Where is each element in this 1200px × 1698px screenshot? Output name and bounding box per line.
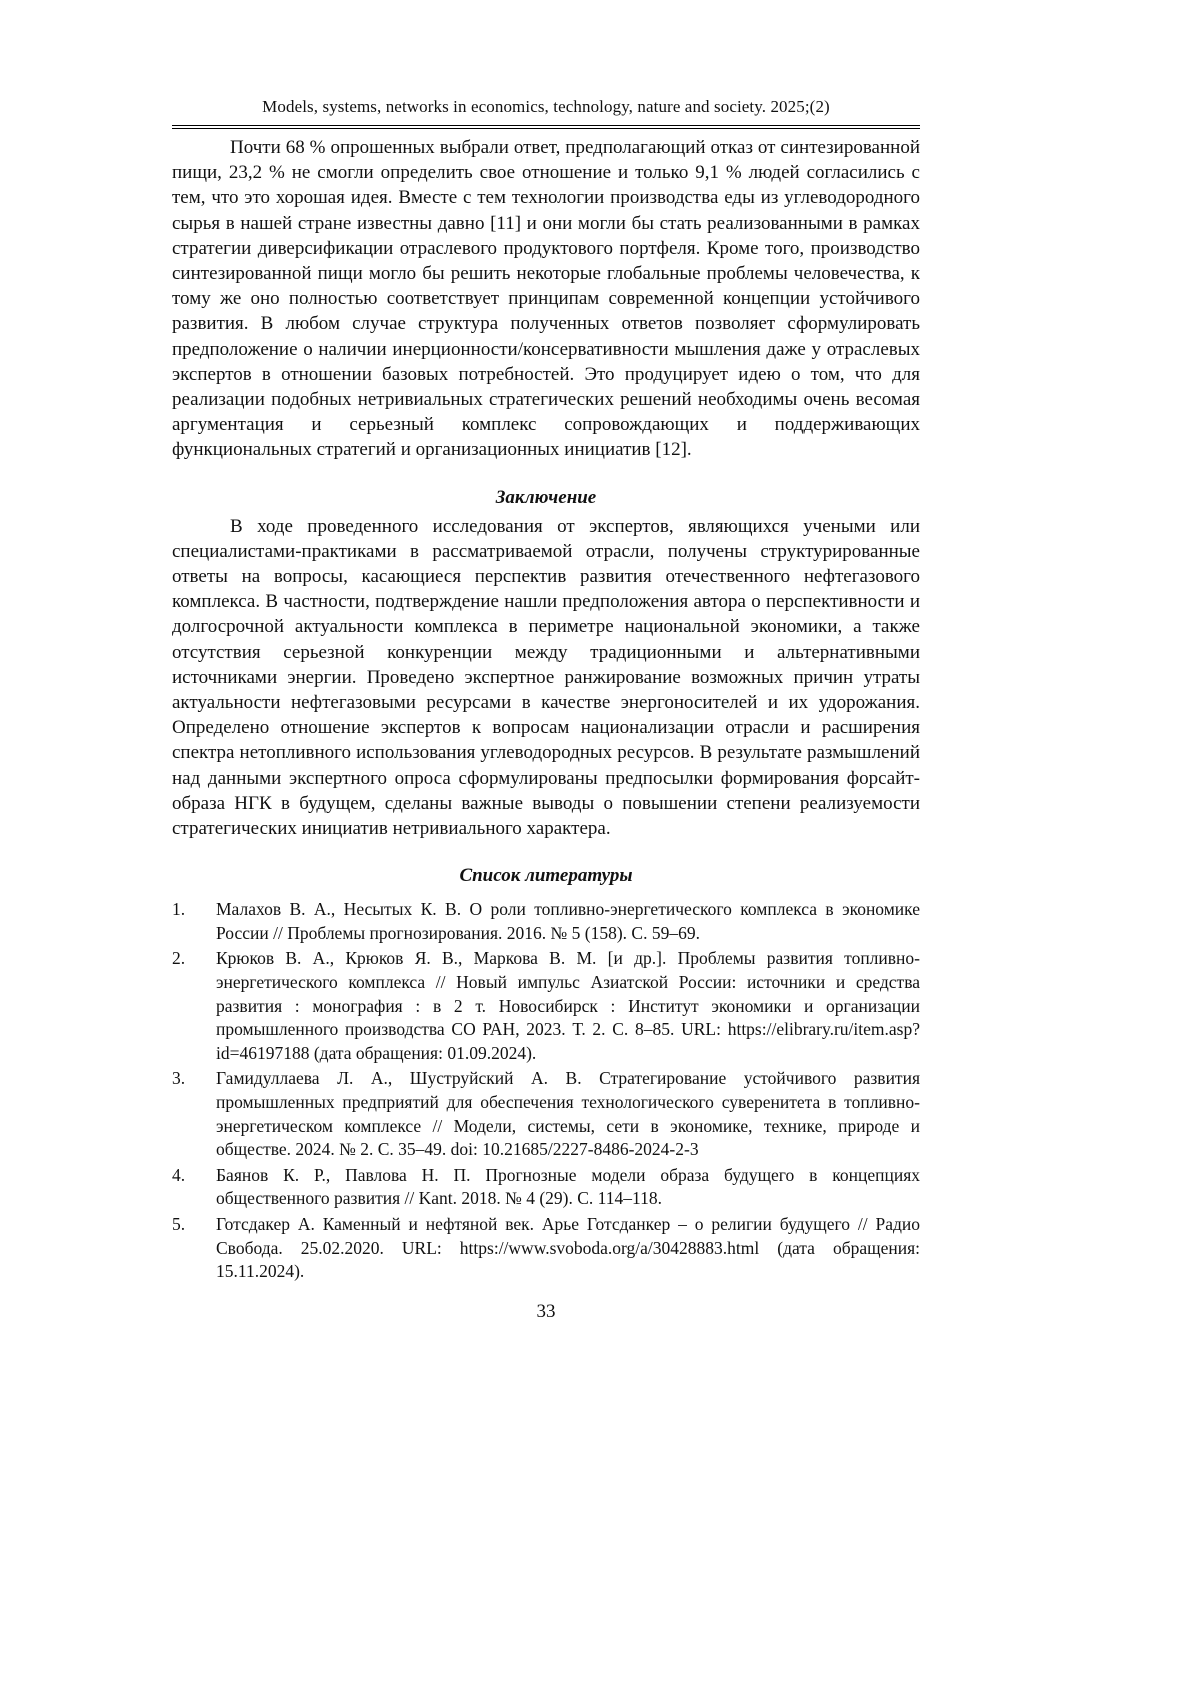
reference-item: [172, 947, 920, 1065]
reference-item: [172, 1067, 920, 1161]
header-rule: [172, 128, 920, 129]
journal-page: [172, 96, 920, 1324]
reference-text: Баянов К. Р., Павлова Н. П. Прогнозные модели образа будущего в концепциях общественного развития // Kant. 2018. № 4 (29). С. 114–118.: [216, 1164, 920, 1209]
conclusion-heading: Заключение: [495, 486, 597, 508]
reference-number: 5.: [172, 1214, 186, 1234]
reference-item: [172, 1213, 920, 1284]
references-list: [172, 898, 920, 1284]
reference-number: 1.: [172, 899, 186, 920]
reference-text: Готсдакер А. Каменный и нефтяной век. Арье Готсданкер – о религии будущего // Радио Свобода. 25.02.2020. URL: https://www.svoboda.org/a/30428883.html (дата обращения: 15.11.2024).: [216, 1214, 920, 1282]
page-number: 33: [536, 1300, 556, 1322]
reference-text: Гамидуллаева Л. А., Шуструйский А. В. Стратегирование устойчивого развития промышленных предприятий для обеспечения технологического суверенитета в топливно-энергетическом комплексе // Модели, системы, сети в экономике, технике, природе и обществе. 2024. № 2. С. 35–49. doi: 10.21685/2227-8486-2024-2-3: [216, 1068, 920, 1160]
reference-number: 4.: [172, 1164, 186, 1185]
reference-text: Малахов В. А., Несытых К. В. О роли топливно-энергетического комплекса в экономике России // Проблемы прогнозирования. 2016. № 5 (158). С. 59–69.: [216, 899, 920, 943]
running-head: Models, systems, networks in economics, technology, nature and society. 2025;(2): [172, 96, 920, 126]
reference-text: Крюков В. А., Крюков Я. В., Маркова В. М. [и др.]. Проблемы развития топливно-энергетического комплекса // Новый импульс Азиатской России: источники и средства развития : монография : в 2 т. Новосибирск : Институт экономики и организации промышленного производства СО РАН, 2023. Т. 2. С. 8–85. URL: https://elibrary.ru/item.asp?id=46197188 (дата обращения: 01.09.2024).: [216, 948, 920, 1063]
conclusion-paragraph: В ходе проведенного исследования от экспертов, являющихся учеными или специалистами-практиками в рассматриваемой отрасли, получены структурированные ответы на вопросы, касающиеся перспектив развития отечественного нефтегазового комплекса. В частности, подтверждение нашли предположения автора о перспективности и долгосрочной актуальности комплекса в периметре национальной экономики, а также отсутствия серьезной конкуренции между традиционными и альтернативными источниками энергии. Проведено экспертное ранжирование возможных причин утраты актуальности нефтегазовыми ресурсами в качестве энергоносителей и их удорожания. Определено отношение экспертов к вопросам национализации отрасли и расширения спектра нетопливного использования углеводородных ресурсов. В результате размышлений над данными экспертного опроса сформулированы предпосылки формирования форсайт-образа НГК в будущем, сделаны важные выводы о повышении степени реализуемости стратегических инициатив нетривиального характера.: [172, 515, 920, 840]
references-heading: Список литературы: [459, 865, 633, 887]
body-paragraph-1: Почти 68 % опрошенных выбрали ответ, предполагающий отказ от синтезированной пищи, 23,2 % не смогли определить свое отношение и только 9,1 % людей согласились с тем, что это хорошая идея. Вместе с тем технологии производства еды из углеводородного сырья в нашей стране известны давно [11] и они могли бы стать реализованными в рамках стратегии диверсификации отраслевого продуктового портфеля. Кроме того, производство синтезированной пищи могло бы решить некоторые глобальные проблемы человечества, к тому же оно полностью соответствует принципам современной концепции устойчивого развития. В любом случае структура полученных ответов позволяет сформулировать предположение о наличии инерционности/консервативности мышления даже у отраслевых экспертов в отношении базовых потребностей. Это продуцирует идею о том, что для реализации подобных нетривиальных стратегических решений необходимы очень весомая аргументация и серьезный комплекс сопровождающих и поддерживающих функциональных стратегий и организационных инициатив [12].: [172, 137, 920, 461]
reference-item: [172, 898, 920, 945]
reference-number: 2.: [172, 948, 186, 969]
reference-number: 3.: [172, 1068, 186, 1089]
reference-item: [172, 1164, 920, 1211]
